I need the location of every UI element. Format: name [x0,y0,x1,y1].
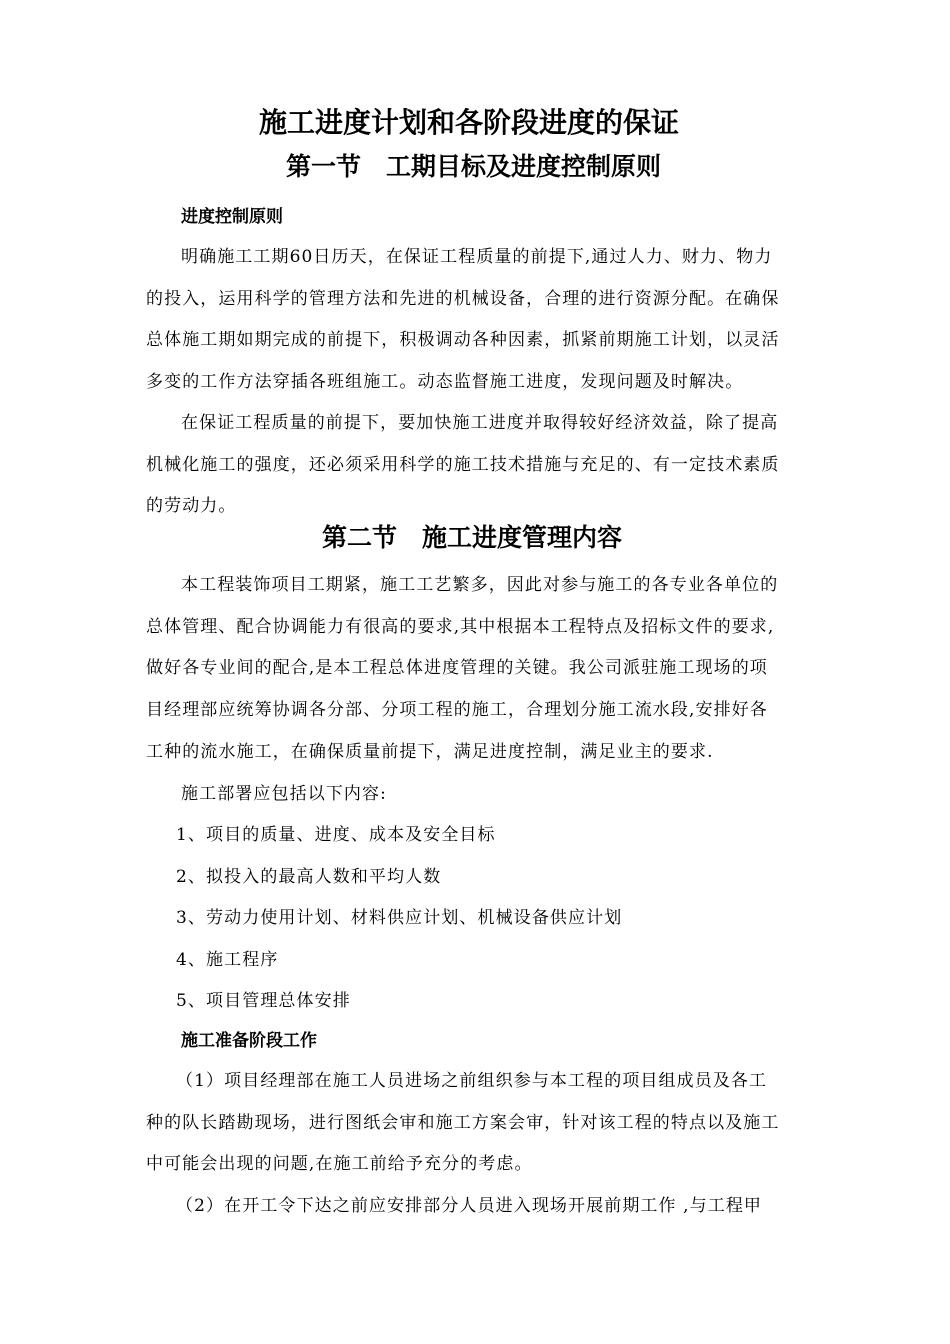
prep-para1-line: 种的队长踏勘现场，进行图纸会审和施工方案会审，针对该工程的特点以及施工 [146,1113,780,1133]
section1-heading: 第一节 工期目标及进度控制原则 [286,152,662,181]
section1-para1-line: 明确施工工期60日历天，在保证工程质量的前提下,通过人力、财力、物力 [181,247,773,267]
section2-para1-line: 本工程装饰项目工期紧，施工工艺繁多，因此对参与施工的各专业各单位的 [181,575,779,595]
section2-para1-line: 工种的流水施工，在确保质量前提下，满足进度控制，满足业主的要求. [146,742,714,762]
section1-sub-heading: 进度控制原则 [181,207,283,227]
list-item: 5、项目管理总体安排 [176,991,351,1011]
section1-para1-line: 总体施工期如期完成的前提下，积极调动各种因素，抓紧前期施工计划，以灵活 [146,330,780,350]
section2-para1-line: 总体管理、配合协调能力有很高的要求,其中根据本工程特点及招标文件的要求, [146,617,775,637]
prep-para1-line: 中可能会出现的问题,在施工前给予充分的考虑。 [146,1154,533,1174]
section2-intro: 施工部署应包括以下内容: [181,784,387,804]
prep-para2-line: （2）在开工令下达之前应安排部分人员进入现场开展前期工作 ,与工程甲 [176,1196,763,1216]
list-item: 4、施工程序 [176,950,279,970]
section1-para2-line: 在保证工程质量的前提下，要加快施工进度并取得较好经济效益，除了提高 [181,413,779,433]
section2-heading: 第二节 施工进度管理内容 [322,523,623,552]
list-item: 1、项目的质量、进度、成本及安全目标 [176,825,496,845]
document-title: 施工进度计划和各阶段进度的保证 [259,106,680,139]
section1-para1-line: 多变的工作方法穿插各班组施工。动态监督施工进度，发现问题及时解决。 [146,372,744,392]
section1-para2-line: 机械化施工的强度，还必须采用科学的施工技术措施与充足的、有一定技术素质 [146,455,780,475]
section2-para1-line: 目经理部应统筹协调各分部、分项工程的施工，合理划分施工流水段,安排好各 [146,700,768,720]
list-item: 2、拟投入的最高人数和平均人数 [176,867,442,887]
list-item: 3、劳动力使用计划、材料供应计划、机械设备供应计划 [176,908,623,928]
prep-heading: 施工准备阶段工作 [181,1031,317,1051]
section2-para1-line: 做好各专业间的配合,是本工程总体进度管理的关键。我公司派驻施工现场的项 [146,658,768,678]
section1-para1-line: 的投入，运用科学的管理方法和先进的机械设备，合理的进行资源分配。在确保 [146,289,780,309]
section1-para2-line: 的劳动力。 [146,496,237,516]
prep-para1-line: （1）项目经理部在施工人员进场之前组织参与本工程的项目组成员及各工 [176,1071,768,1091]
